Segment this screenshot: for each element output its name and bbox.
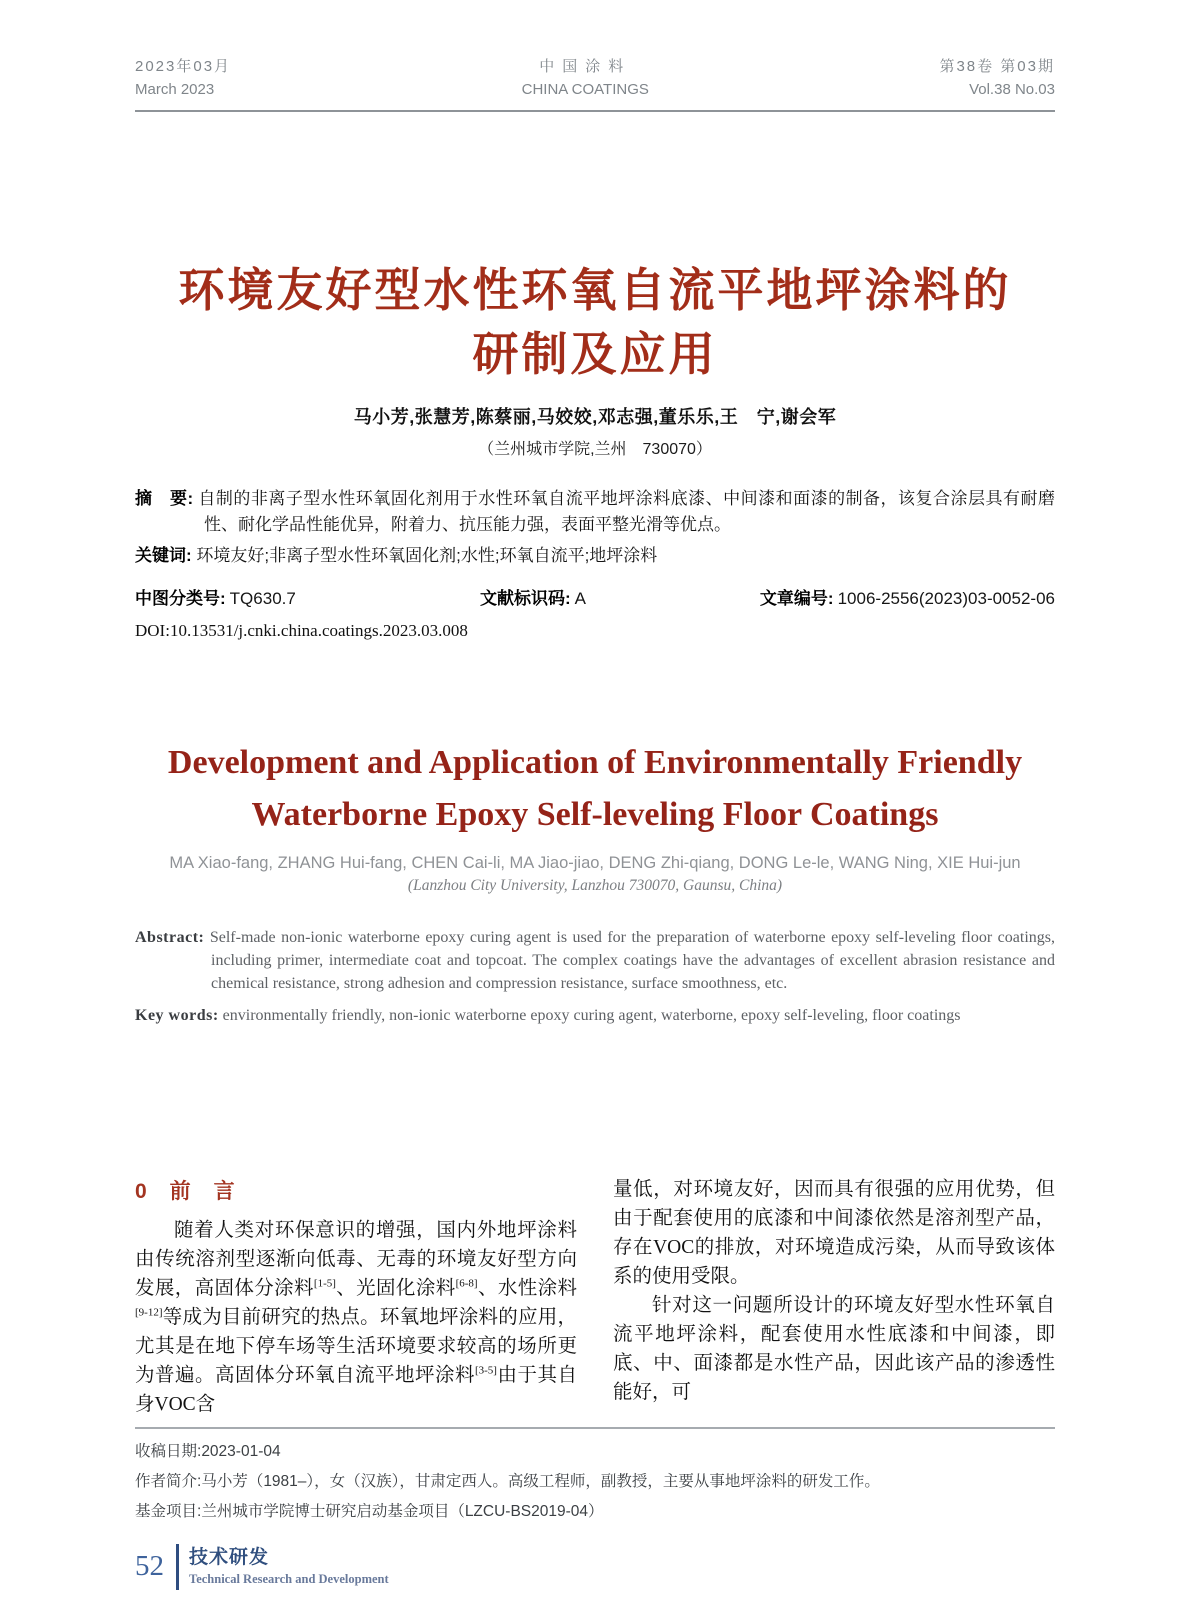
document-code-label: 文献标识码:: [480, 589, 571, 608]
intro-p1-text: 、水性涂料: [477, 1278, 577, 1299]
journal-name-en: CHINA COATINGS: [521, 81, 649, 98]
section-heading-introduction: 0 前 言: [135, 1180, 236, 1203]
intro-p1-text: 由于其自身VOC含: [135, 1365, 577, 1415]
abstract-en: [135, 926, 1055, 995]
clc-value: TQ630.7: [229, 589, 296, 608]
article-title-en-line1: Development and Application of Environmentally Friendly: [167, 744, 1023, 781]
header-issue-date: [135, 55, 231, 101]
abstract-zh: [135, 486, 1055, 538]
authors-en: MA Xiao-fang, ZHANG Hui-fang, CHEN Cai-li, MA Jiao-jiao, DENG Zhi-qiang, DONG Le-le, WANG Ning, XIE Hui-jun: [169, 854, 1021, 872]
keywords-en-text: environmentally friendly, non-ionic waterborne epoxy curing agent, waterborne, epoxy self-leveling, floor coatings: [222, 1007, 961, 1024]
affiliation-zh: （兰州城市学院,兰州 730070）: [478, 441, 712, 458]
article-title-en-line2: Waterborne Epoxy Self-leveling Floor Coatings: [251, 796, 939, 833]
article-title-en: [135, 737, 1055, 841]
received-date-value: 2023-01-04: [201, 1443, 281, 1460]
body-columns: [135, 1175, 1055, 1419]
clc-number: [135, 584, 480, 609]
page-number: 52: [135, 1549, 164, 1582]
authors-zh: 马小芳,张慧芳,陈蔡丽,马姣姣,邓志强,董乐乐,王 宁,谢会军: [353, 407, 837, 427]
article-title-zh-line1: 环境友好型水性环氧自流平地坪涂料的: [178, 264, 1012, 316]
issue-date-en: March 2023: [135, 81, 215, 98]
citation-ref-6-8: [6-8]: [455, 1277, 478, 1290]
received-date-label: 收稿日期:: [135, 1443, 202, 1460]
intro-paragraph-1: [135, 1216, 577, 1419]
keywords-zh-label: 关键词:: [135, 546, 192, 565]
body-column-left: [135, 1175, 577, 1419]
document-code: [480, 584, 760, 609]
article-title-zh-line2: 研制及应用: [472, 328, 718, 380]
page-footer: [135, 1544, 1055, 1590]
doi: DOI:10.13531/j.cnki.china.coatings.2023.03.008: [135, 621, 468, 640]
header-volume-issue: [939, 55, 1055, 101]
citation-ref-1-5: [1-5]: [313, 1277, 336, 1290]
first-page-footnotes: [135, 1427, 1055, 1527]
article-id-value: 1006-2556(2023)03-0052-06: [837, 589, 1055, 608]
keywords-zh-text: 环境友好;非离子型水性环氧固化剂;水性;环氧自流平;地坪涂料: [196, 546, 658, 565]
header-journal-name: [522, 55, 649, 101]
citation-ref-9-12: [9-12]: [135, 1306, 163, 1319]
keywords-en-label: Key words:: [135, 1007, 219, 1024]
article-id: [760, 584, 1055, 609]
footer-column-title-zh: 技术研发: [189, 1547, 270, 1568]
fund-project-label: 基金项目:: [135, 1503, 202, 1520]
author-bio-label: 作者简介:: [135, 1473, 202, 1490]
article-meta-row: [135, 584, 1055, 609]
keywords-zh: [135, 543, 1055, 569]
footer-column-title-en: Technical Research and Development: [189, 1572, 389, 1586]
abstract-zh-label: 摘 要:: [135, 489, 194, 508]
abstract-en-label: Abstract:: [135, 929, 205, 946]
author-bio-value: 马小芳（1981–），女（汉族），甘肃定西人。高级工程师，副教授，主要从事地坪涂料的研发工作。: [201, 1473, 880, 1490]
journal-name-zh: 中国涂料: [539, 58, 632, 75]
body-column-right: [613, 1175, 1055, 1419]
fund-project-value: 兰州城市学院博士研究启动基金项目（LZCU-BS2019-04）: [201, 1503, 604, 1520]
article-id-label: 文章编号:: [759, 589, 834, 608]
intro-paragraph-2: 针对这一问题所设计的环境友好型水性环氧自流平地坪涂料，配套使用水性底漆和中间漆，即底、中、面漆都是水性产品，因此该产品的渗透性能好，可: [613, 1295, 1055, 1403]
volume-issue-en: Vol.38 No.03: [969, 81, 1055, 98]
citation-ref-3-5: [3-5]: [474, 1364, 497, 1377]
footnote-author-bio: [135, 1467, 1055, 1497]
keywords-en: [135, 1004, 1055, 1027]
clc-label: 中图分类号:: [135, 589, 226, 608]
issue-date-zh: 2023年03月: [135, 58, 232, 75]
footer-divider-bar: [176, 1544, 179, 1590]
intro-p1-text: 等成为目前研究的热点。环氧地坪涂料的应用，尤其是在地下停车场等生活环境要求较高的场所更为普遍。高固体分环氧自流平地坪涂料: [135, 1307, 577, 1386]
abstract-en-text: Self-made non-ionic waterborne epoxy curing agent is used for the preparation of waterborne epoxy self-leveling floor coatings, including primer, intermediate coat and topcoat. The complex coatings have the advantages of excellent abrasion resistance and chemical resistance, strong adhesion and compression resistance, surface smoothness, etc.: [209, 929, 1055, 992]
footnote-received-date: [135, 1437, 1055, 1467]
intro-p1-text: 随着人类对环保意识的增强，国内外地坪涂料由传统溶剂型逐渐向低毒、无毒的环境友好型方向发展，高固体分涂料: [135, 1220, 577, 1299]
footnote-fund-project: [135, 1497, 1055, 1527]
journal-header: [135, 55, 1055, 112]
footer-column-title: [189, 1546, 389, 1588]
affiliation-en: (Lanzhou City University, Lanzhou 730070, Gaunsu, China): [407, 877, 783, 894]
abstract-zh-text: 自制的非离子型水性环氧固化剂用于水性环氧自流平地坪涂料底漆、中间漆和面漆的制备，该复合涂层具有耐磨性、耐化学品性能优异，附着力、抗压能力强，表面平整光滑等优点。: [198, 489, 1055, 534]
article-title-zh: [135, 258, 1055, 386]
intro-p1-text: 、光固化涂料: [335, 1278, 456, 1299]
document-code-value: A: [574, 589, 587, 608]
volume-issue-zh: 第38卷 第03期: [939, 58, 1055, 75]
intro-paragraph-1-continued: 量低，对环境友好，因而具有很强的应用优势，但由于配套使用的底漆和中间漆依然是溶剂型产品，存在VOC的排放，对环境造成污染，从而导致该体系的使用受限。: [613, 1179, 1055, 1287]
